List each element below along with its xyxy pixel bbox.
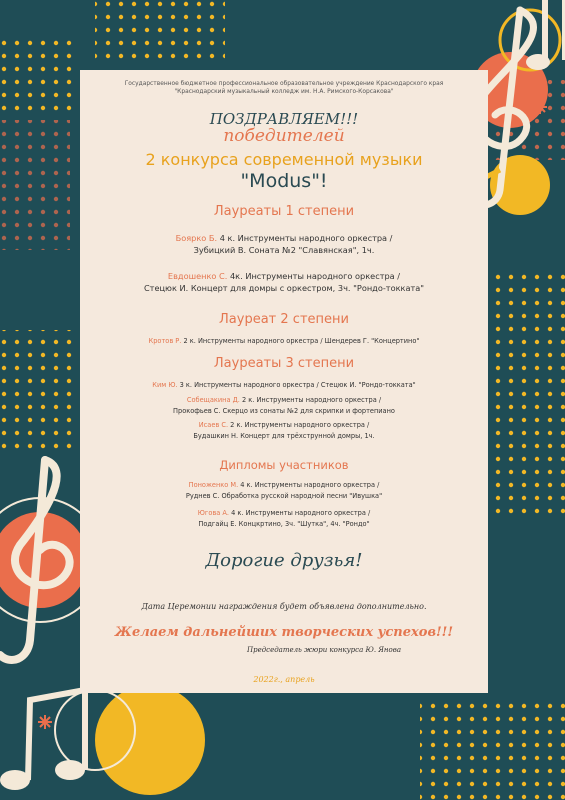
entry-details: 2 к. Инструменты народного оркестра / Шендерев Г. "Концертино" bbox=[181, 337, 420, 345]
entry-details: 3 к. Инструменты народного оркестра / Стецюк И. "Рондо-токката" bbox=[177, 381, 416, 389]
participant-name: Собещакина Д. bbox=[186, 396, 240, 404]
contest-title: 2 конкурса современной музыки bbox=[145, 150, 423, 169]
list-item bbox=[80, 336, 488, 347]
participant-name: Поноженко М. bbox=[188, 481, 239, 489]
dot-pattern bbox=[495, 270, 565, 520]
entry-details: 4к. Инструменты народного оркестра / bbox=[227, 271, 401, 281]
entry-details: Будашкин Н. Концерт для трёхструнной домры, 1ч. bbox=[193, 432, 375, 440]
section-heading: Дипломы участников bbox=[219, 458, 349, 472]
participant-name: Боярко Б. bbox=[175, 233, 218, 243]
organization-line: Государственное бюджетное профессиональное образовательное учреждение Краснодарского края bbox=[124, 81, 444, 87]
decor-circle bbox=[95, 685, 205, 795]
greeting-heading: Дорогие друзья! bbox=[205, 550, 363, 571]
winners-heading: победителей bbox=[223, 126, 345, 146]
section-heading: Лауреаты 1 степени bbox=[213, 204, 355, 219]
jury-signature: Председатель жюри конкурса Ю. Янова bbox=[246, 646, 402, 654]
participant-name: Ким Ю. bbox=[152, 381, 178, 389]
date-text: 2022г., апрель bbox=[253, 675, 315, 684]
congrats-heading: ПОЗДРАВЛЯЕМ!!! bbox=[209, 110, 359, 128]
entry-details: Стецюк И. Концерт для домры с оркестром, 3ч. "Рондо-токката" bbox=[143, 283, 425, 293]
ceremony-note: Дата Церемонии награждения будет объявлена дополнительно. bbox=[141, 602, 427, 611]
list-item bbox=[80, 395, 488, 417]
dot-pattern bbox=[420, 700, 565, 800]
list-item bbox=[80, 270, 488, 294]
entry-details: Прокофьев С. Скерцо из сонаты №2 для скрипки и фортепиано bbox=[173, 407, 395, 415]
list-item bbox=[80, 508, 488, 530]
participant-name: Исаев С. bbox=[198, 421, 229, 429]
participant-name: Кротов Р. bbox=[148, 337, 182, 345]
participant-name: Югова А. bbox=[197, 509, 230, 517]
entry-details: Подгайц Е. Концкртино, 3ч. "Шутка", 4ч. "Рондо" bbox=[198, 520, 370, 528]
dot-pattern bbox=[0, 40, 78, 115]
participant-name: Евдошенко С. bbox=[167, 271, 228, 281]
entry-details: 4 к. Инструменты народного оркестра / bbox=[238, 481, 380, 489]
entry-details: 4 к. Инструменты народного оркестра / bbox=[217, 233, 393, 243]
entry-details: 4 к. Инструменты народного оркестра / bbox=[229, 509, 371, 517]
entry-details: 2 к. Инструменты народного оркестра / bbox=[228, 421, 370, 429]
contest-name: "Modus"! bbox=[240, 170, 328, 192]
list-item bbox=[80, 480, 488, 502]
organization-line: "Краснодарский музыкальный колледж им. Н.А. Римского-Корсакова" bbox=[174, 89, 394, 95]
list-item bbox=[80, 380, 488, 391]
section-heading: Лауреат 2 степени bbox=[219, 312, 349, 327]
dot-pattern bbox=[95, 0, 225, 65]
entry-details: 2 к. Инструменты народного оркестра / bbox=[239, 396, 382, 404]
dot-pattern bbox=[0, 330, 78, 450]
list-item bbox=[80, 232, 488, 256]
list-item bbox=[80, 420, 488, 442]
dot-pattern bbox=[0, 120, 70, 250]
wish-text: Желаем дальнейших творческих успехов!!! bbox=[114, 625, 454, 640]
music-note-icon bbox=[0, 690, 85, 790]
entry-details: Руднев С. Обработка русской народной песни "Ивушка" bbox=[185, 492, 383, 500]
section-heading: Лауреаты 3 степени bbox=[213, 356, 355, 371]
entry-details: Зубицкий В. Соната №2 "Славянская", 1ч. bbox=[193, 245, 375, 255]
announcement-sheet bbox=[80, 70, 488, 693]
